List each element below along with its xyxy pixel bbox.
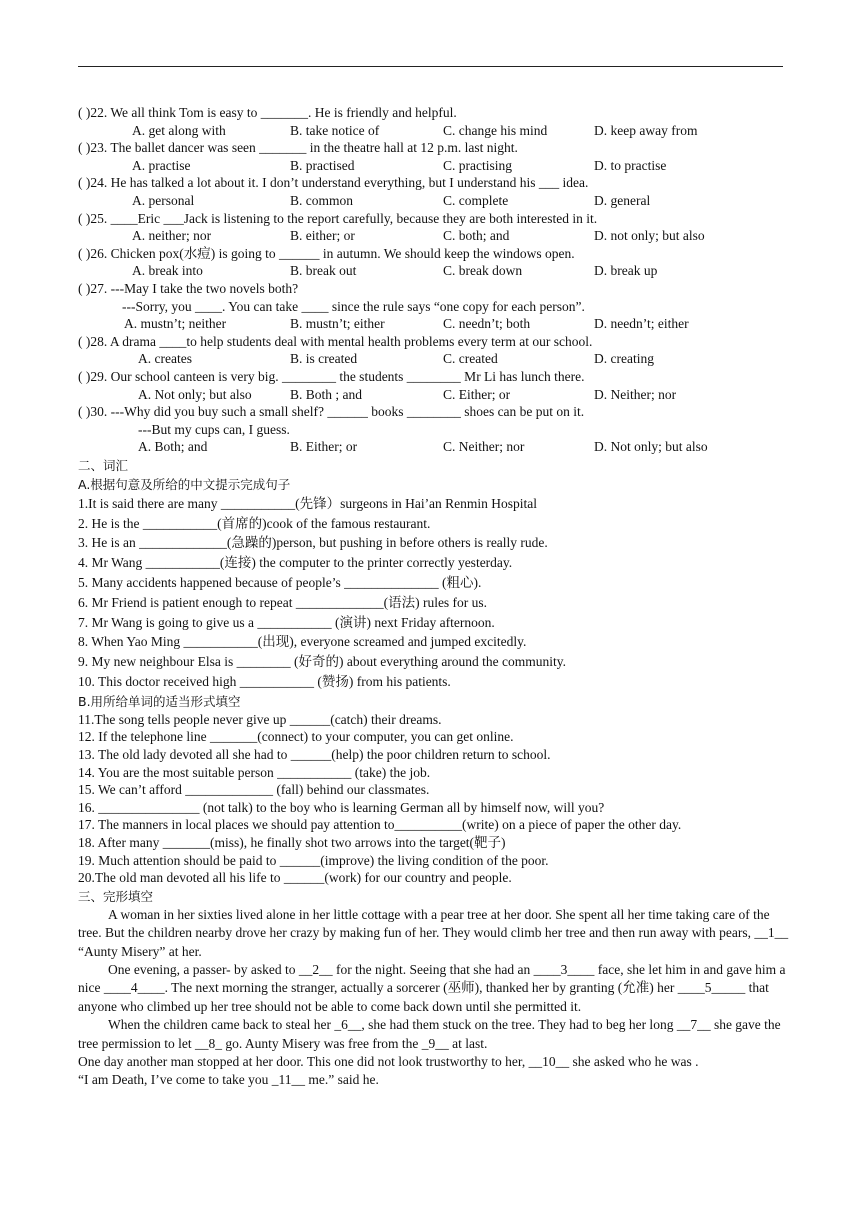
vocab-item-3: 3. He is an _____________(急躁的)person, but pushing in before others is really rude. — [78, 535, 548, 551]
option-c: C. change his mind — [443, 122, 548, 138]
question-stem: ( )30. ---Why did you buy such a small shelf? ______ books ________ shoes can be put on it. — [78, 404, 585, 420]
question-stem: ( )29. Our school canteen is very big. ________ the students ________ Mr Li has lunch there. — [78, 368, 585, 384]
question-25 — [78, 210, 790, 245]
option-c: C. Either; or — [443, 386, 511, 402]
options — [78, 386, 790, 404]
question-26 — [78, 245, 790, 280]
option-c: C. practising — [443, 157, 512, 173]
option-c: C. break down — [443, 263, 523, 279]
option-d: D. keep away from — [594, 122, 698, 138]
question-stem: ( )23. The ballet dancer was seen _______ in the theatre hall at 12 p.m. last night. — [78, 140, 518, 156]
vocab-item-12: 12. If the telephone line _______(connect) to your computer, you can get online. — [78, 729, 514, 745]
option-a: A. mustn’t; neither — [124, 316, 227, 332]
option-a: A. creates — [138, 351, 192, 367]
option-a: A. personal — [132, 192, 195, 208]
vocab-item-7: 7. Mr Wang is going to give us a ___________ (演讲) next Friday afternoon. — [78, 614, 495, 630]
options — [78, 350, 790, 368]
option-a: A. Both; and — [138, 439, 208, 455]
option-d: D. general — [594, 192, 651, 208]
vocab-item-18: 18. After many _______(miss), he finally shot two arrows into the target(靶子) — [78, 835, 506, 850]
vocab-item-8: 8. When Yao Ming ___________(出现), everyone screamed and jumped excitedly. — [78, 634, 527, 650]
cloze-paragraph-3 — [78, 1016, 790, 1053]
vocab-item-1: 1.It is said there are many ___________(先锋）surgeons in Hai’an Renmin Hospital — [78, 495, 538, 511]
question-24 — [78, 174, 790, 209]
part-b-items — [78, 711, 790, 887]
option-d: D. needn’t; either — [594, 316, 689, 332]
question-stem: ( )25. ____Eric ___Jack is listening to the report carefully, because they are both interested in it. — [78, 210, 598, 226]
option-b: B. is created — [290, 351, 358, 367]
question-continuation: ---Sorry, you ____. You can take ____ since the rule says “one copy for each person”. — [122, 298, 585, 314]
cloze-paragraph-5: “I am Death, I’ve come to take you _11__ me.” said he. — [78, 1072, 379, 1088]
vocab-item-6: 6. Mr Friend is patient enough to repeat _____________(语法) rules for us. — [78, 594, 488, 610]
vocab-item-15: 15. We can’t afford _____________ (fall) behind our classmates. — [78, 782, 430, 798]
question-30 — [78, 403, 790, 456]
option-d: D. Neither; nor — [594, 386, 677, 402]
option-a: A. break into — [132, 263, 203, 279]
option-b: B. Either; or — [290, 439, 358, 455]
vocab-item-20: 20.The old man devoted all his life to ______(work) for our country and people. — [78, 870, 512, 886]
option-d: D. to practise — [594, 157, 667, 173]
section-3-title: 三、完形填空 — [78, 888, 154, 904]
question-stem: ( )22. We all think Tom is easy to _______. He is friendly and helpful. — [78, 105, 457, 120]
options — [78, 157, 790, 175]
cloze-text: A woman in her sixties lived alone in her little cottage with a pear tree at her door. She spent all her time taking care of the tree. But the children nearby drove her crazy by making fun of her. They would climb her tree and then run away with pears, __1__ “Aunty Misery” at her. — [78, 906, 789, 959]
vocab-item-16: 16. _______________ (not talk) to the boy who is learning German all by himself now, will you? — [78, 799, 605, 815]
option-b: B. mustn’t; either — [290, 316, 385, 332]
option-a: A. get along with — [132, 122, 226, 138]
vocab-item-5: 5. Many accidents happened because of people’s ______________ (粗心). — [78, 575, 482, 591]
part-a-instruction: A.根据句意及所给的中文提示完成句子 — [78, 476, 291, 492]
question-continuation: ---But my cups can, I guess. — [138, 421, 290, 437]
question-28 — [78, 333, 790, 368]
option-a: A. neither; nor — [132, 228, 212, 244]
options — [78, 315, 790, 333]
cloze-paragraph-4: One day another man stopped at her door. This one did not look trustworthy to her, __10__ she asked who he was . — [78, 1054, 699, 1070]
cloze-text: When the children came back to steal her _6__, she had them stuck on the tree. They had to beg her long __7__ she gave the tree permission to let __8_ go. Aunty Misery was free from the _9__ at last. — [78, 1017, 781, 1051]
option-b: B. Both ; and — [290, 386, 363, 402]
option-c: C. complete — [443, 192, 509, 208]
section-2-title: 二、词汇 — [78, 457, 129, 473]
option-b: B. common — [290, 192, 353, 208]
part-b-instruction: B.用所给单词的适当形式填空 — [78, 693, 241, 709]
option-d: D. creating — [594, 351, 654, 367]
vocab-item-4: 4. Mr Wang ___________(连接) the computer to the printer correctly yesterday. — [78, 555, 513, 571]
options — [78, 227, 790, 245]
question-23 — [78, 139, 790, 174]
question-stem: ( )28. A drama ____to help students deal with mental health problems every term at our school. — [78, 333, 593, 349]
options — [78, 438, 790, 456]
option-b: B. break out — [290, 263, 357, 279]
option-b: B. either; or — [290, 228, 355, 244]
question-27 — [78, 280, 790, 333]
cloze-paragraph-1 — [78, 906, 790, 961]
part-a-items — [78, 494, 790, 692]
vocab-item-9: 9. My new neighbour Elsa is ________ (好奇的) about everything around the community. — [78, 654, 567, 670]
vocab-item-11: 11.The song tells people never give up ______(catch) their dreams. — [78, 711, 442, 727]
option-a: A. Not only; but also — [138, 386, 252, 402]
worksheet — [78, 104, 790, 1090]
option-c: C. needn’t; both — [443, 316, 531, 332]
cloze-paragraph-2 — [78, 961, 790, 1016]
options — [78, 192, 790, 210]
option-b: B. take notice of — [290, 122, 380, 138]
question-22 — [78, 104, 790, 139]
option-a: A. practise — [132, 157, 191, 173]
header-rule — [78, 66, 783, 67]
vocab-item-19: 19. Much attention should be paid to ______(improve) the living condition of the poor. — [78, 852, 549, 868]
question-stem: ( )27. ---May I take the two novels both? — [78, 280, 299, 296]
vocab-item-13: 13. The old lady devoted all she had to ______(help) the poor children return to school. — [78, 747, 551, 763]
option-c: C. Neither; nor — [443, 439, 525, 455]
vocab-item-10: 10. This doctor received high ___________ (赞扬) from his patients. — [78, 674, 451, 690]
vocab-item-14: 14. You are the most suitable person ___________ (take) the job. — [78, 764, 431, 780]
vocab-item-2: 2. He is the ___________(首席的)cook of the famous restaurant. — [78, 515, 431, 531]
options — [78, 262, 790, 280]
option-b: B. practised — [290, 157, 355, 173]
option-d: D. Not only; but also — [594, 439, 708, 455]
question-stem: ( )26. Chicken pox(水痘) is going to ______ in autumn. We should keep the windows open. — [78, 245, 575, 261]
vocab-item-17: 17. The manners in local places we should pay attention to__________(write) on a piece of paper the other day. — [78, 817, 682, 833]
options — [78, 122, 790, 140]
question-stem: ( )24. He has talked a lot about it. I don’t understand everything, but I understand his ___ idea. — [78, 175, 589, 191]
option-c: C. created — [443, 351, 498, 367]
question-29 — [78, 368, 790, 403]
option-c: C. both; and — [443, 228, 510, 244]
option-d: D. break up — [594, 263, 658, 279]
cloze-text: One evening, a passer- by asked to __2__ for the night. Seeing that she had an ____3____ face, she let him in and gave him a nice ____4____. The next morning the stranger, actually a sorcerer (巫师), thanked her by granting (允准) her ____5_____ that anyone who climbed up her tree should not be able to come back down until she permitted it. — [78, 962, 786, 1014]
option-d: D. not only; but also — [594, 228, 705, 244]
